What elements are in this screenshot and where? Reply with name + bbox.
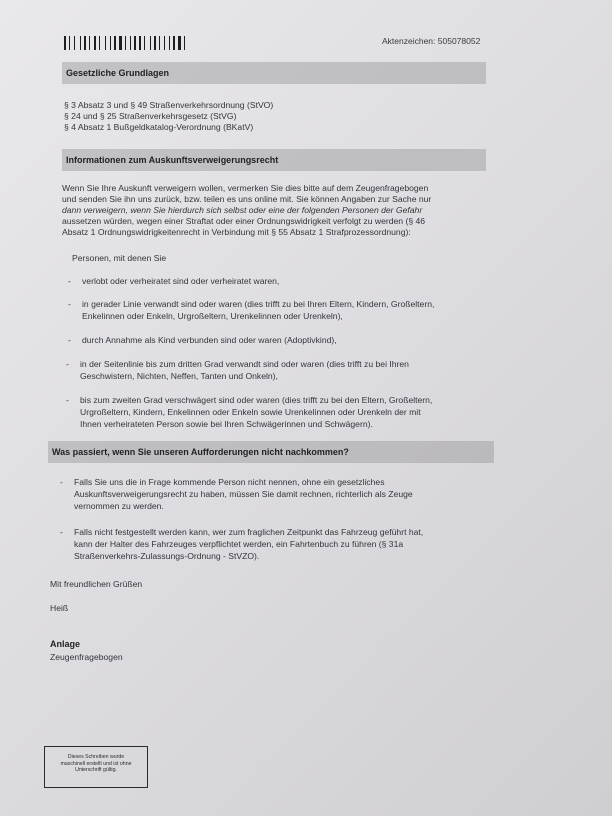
stamp-line: maschinell erstellt und ist ohne	[60, 760, 132, 767]
stamp-line: Dieses Schreiben wurde	[67, 754, 125, 760]
item-line: Falls nicht festgestellt werden kann, wer zum fraglichen Zeitpunkt das Fahrzeug geführt hat,	[74, 527, 424, 537]
section-heading-gesetzliche-grundlagen: Gesetzliche Grundlagen	[62, 62, 486, 84]
item-line: Auskunftsverweigerungsrecht zu haben, müssen Sie damit rechnen, richterlich als Zeuge	[74, 489, 413, 499]
dash-bullet: -	[66, 395, 69, 405]
barcode-bar	[130, 36, 131, 50]
list-item	[68, 334, 337, 346]
barcode-bar	[184, 36, 185, 50]
barcode-bar	[110, 36, 111, 50]
signature-name: Heiß	[50, 603, 69, 613]
item-line: Straßenverkehrs-Zulassungs-Ordnung - StVZO).	[74, 551, 260, 561]
dash-bullet: -	[60, 477, 63, 487]
barcode-bar	[164, 36, 165, 50]
barcode-bar	[89, 36, 90, 50]
barcode-bar	[69, 36, 70, 50]
law-line: § 3 Absatz 3 und § 49 Straßenverkehrsordnung (StVO)	[64, 100, 274, 110]
paragraph-line: und senden Sie ihn uns zurück, bzw. teilen es uns online mit. Sie können Angaben zur Sache nur	[62, 194, 432, 204]
barcode-bar	[74, 36, 75, 50]
barcode-bar	[144, 36, 145, 50]
closing-greeting: Mit freundlichen Grüßen	[50, 579, 143, 589]
list-item	[68, 298, 435, 322]
law-line: § 24 und § 25 Straßenverkehrsgesetz (StVG)	[64, 111, 237, 121]
anlage-value: Zeugenfragebogen	[50, 652, 123, 662]
paragraph-line: aussetzen würden, wegen einer Straftat oder einer Ordnungswidrigkeit verfolgt zu werden (§ 46	[62, 216, 426, 226]
barcode-bar	[125, 36, 126, 50]
law-references	[64, 100, 273, 133]
paragraph-line: Wenn Sie Ihre Auskunft verweigern wollen, vermerken Sie dies bitte auf dem Zeugenfragebogen	[62, 183, 429, 193]
auskunft-paragraph	[62, 183, 488, 238]
aktenzeichen: Aktenzeichen: 505078052	[382, 36, 481, 46]
item-line: in der Seitenlinie bis zum dritten Grad verwandt sind oder waren (dies trifft zu bei Ihren	[80, 359, 409, 369]
item-line: Ihnen verheirateten Person sowie bei Ihren Schwägerinnen und Schwägern).	[80, 419, 373, 429]
barcode-bar	[80, 36, 81, 50]
barcode-bar	[139, 36, 141, 50]
stamp-line: Unterschrift gültig.	[75, 767, 117, 773]
section-heading-auskunftsverweigerung: Informationen zum Auskunftsverweigerungsrecht	[62, 149, 486, 171]
barcode-bar	[64, 36, 66, 50]
paragraph-line: dann verweigern, wenn Sie hierdurch sich selbst oder eine der folgenden Personen der Gefahr	[62, 205, 423, 215]
section-heading-was-passiert: Was passiert, wenn Sie unseren Aufforderungen nicht nachkommen?	[48, 441, 494, 463]
barcode-bar	[114, 36, 116, 50]
barcode-bar	[154, 36, 156, 50]
list-item	[60, 526, 424, 562]
barcode-bar	[99, 36, 100, 50]
item-line: Geschwistern, Nichten, Neffen, Tanten und Onkeln),	[80, 371, 278, 381]
paragraph-line: Absatz 1 Ordnungswidrigkeitenrecht in Verbindung mit § 55 Absatz 1 Strafprozessordnung):	[62, 227, 411, 237]
automated-notice-stamp	[44, 746, 148, 788]
law-line: § 4 Absatz 1 Bußgeldkatalog-Verordnung (BKatV)	[64, 122, 254, 132]
barcode-bar	[173, 36, 175, 50]
list-item	[60, 476, 413, 512]
item-line: Falls Sie uns die in Frage kommende Person nicht nennen, ohne ein gesetzliches	[74, 477, 385, 487]
persons-intro: Personen, mit denen Sie	[72, 253, 167, 263]
barcode-bar	[178, 36, 181, 50]
dash-bullet: -	[68, 335, 71, 345]
barcode-bar	[150, 36, 151, 50]
list-item	[66, 394, 433, 430]
item-line: durch Annahme als Kind verbunden sind oder waren (Adoptivkind),	[82, 335, 337, 345]
barcode-bar	[134, 36, 136, 50]
list-item	[68, 275, 280, 287]
item-line: in gerader Linie verwandt sind oder waren (dies trifft zu bei Ihren Eltern, Kindern, Großeltern,	[82, 299, 435, 309]
barcode-bar	[94, 36, 96, 50]
item-line: Urgroßeltern, Kindern, Enkelinnen oder Enkeln sowie Urenkelinnen oder Urenkeln der mit	[80, 407, 421, 417]
barcode-bar	[159, 36, 160, 50]
barcode-bar	[119, 36, 122, 50]
barcode-bar	[84, 36, 86, 50]
anlage-title: Anlage	[50, 639, 81, 649]
item-line: kann der Halter des Fahrzeuges verpflichtet werden, ein Fahrtenbuch zu führen (§ 31a	[74, 539, 404, 549]
item-line: bis zum zweiten Grad verschwägert sind oder waren (dies trifft zu bei den Eltern, Großeltern,	[80, 395, 433, 405]
dash-bullet: -	[68, 299, 71, 309]
item-line: vernommen zu werden.	[74, 501, 164, 511]
barcode-bar	[105, 36, 106, 50]
barcode-bar	[169, 36, 170, 50]
dash-bullet: -	[60, 527, 63, 537]
item-line: Enkelinnen oder Enkeln, Urgroßeltern, Urenkelinnen oder Urenkeln),	[82, 311, 343, 321]
list-item	[66, 358, 409, 382]
dash-bullet: -	[68, 276, 71, 286]
barcode	[64, 36, 224, 50]
dash-bullet: -	[66, 359, 69, 369]
item-line: verlobt oder verheiratet sind oder verheiratet waren,	[82, 276, 280, 286]
